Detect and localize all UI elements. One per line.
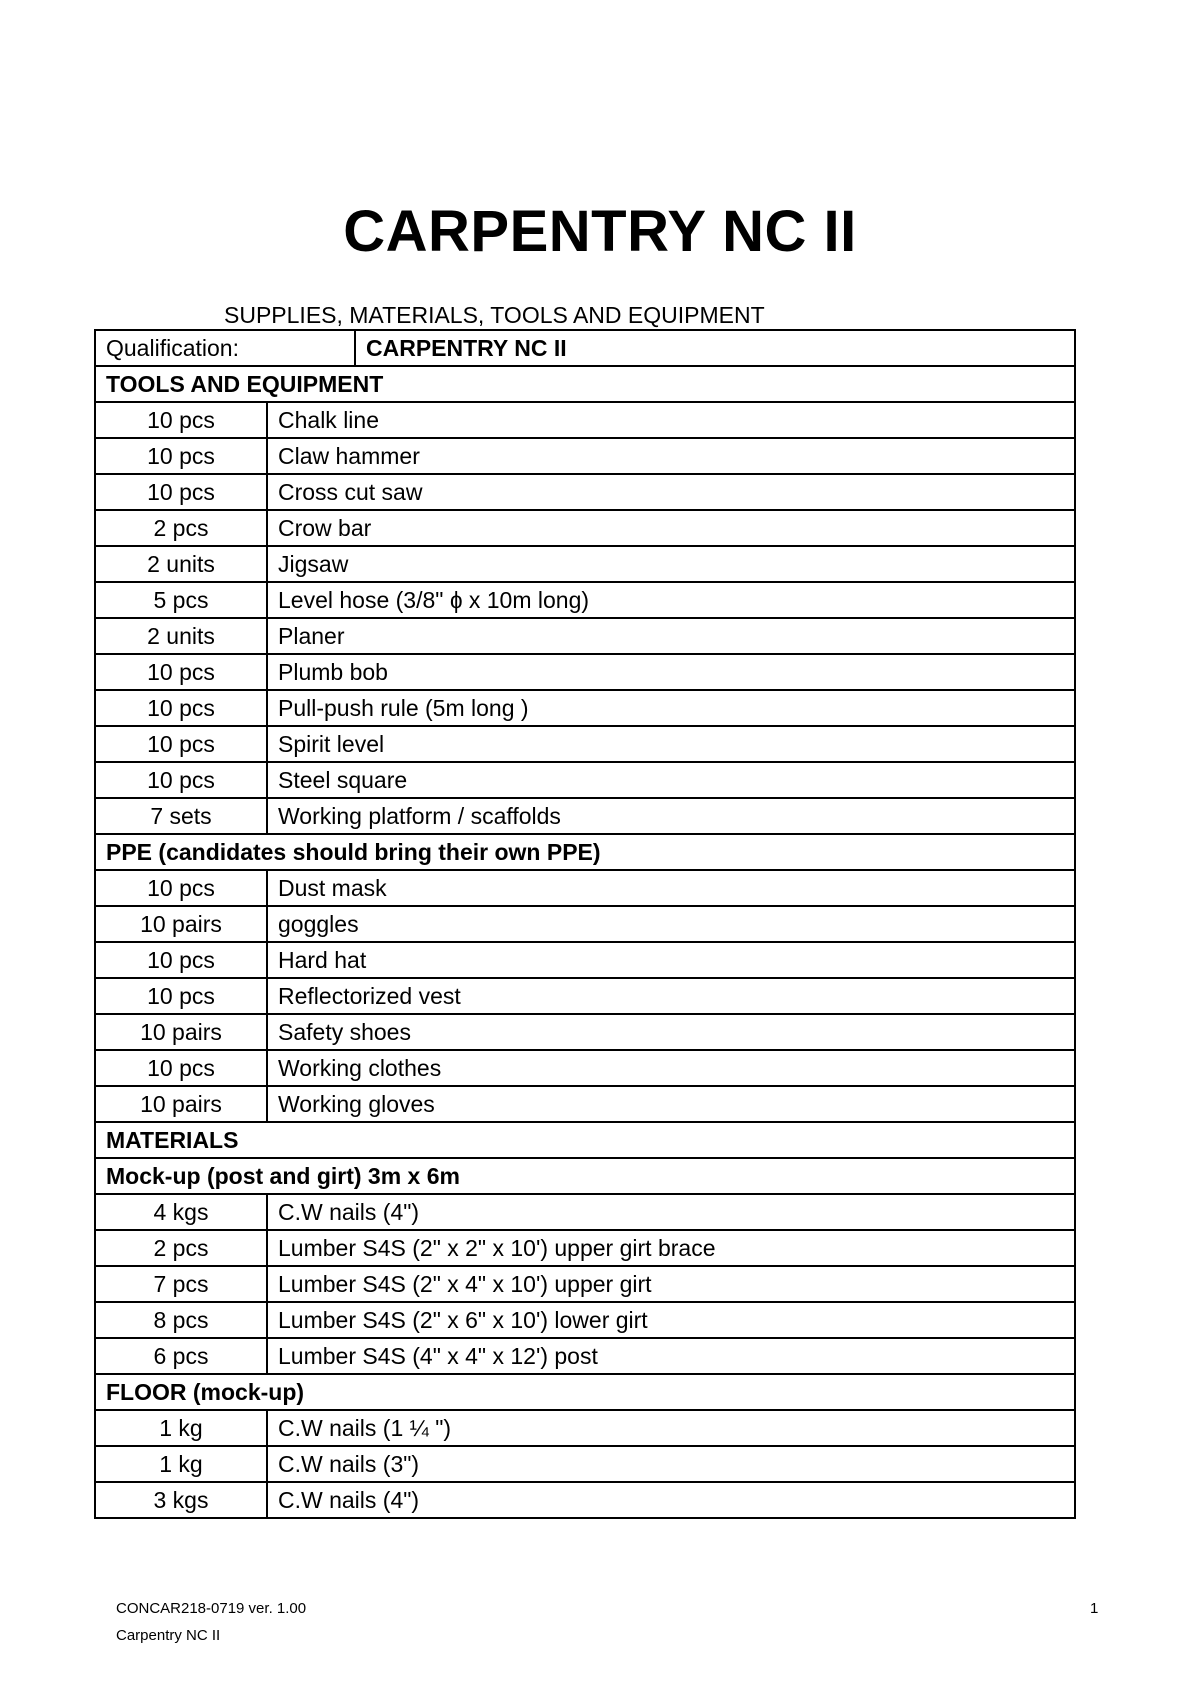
footer-page-number: 1	[1090, 1600, 1099, 1617]
table-row	[95, 726, 1075, 762]
item-quantity: 8 pcs	[95, 1302, 267, 1338]
item-description: Plumb bob	[267, 654, 1075, 690]
item-description: Lumber S4S (2" x 4" x 10') upper girt	[267, 1266, 1075, 1302]
item-quantity: 10 pairs	[95, 1014, 267, 1050]
table-row	[95, 654, 1075, 690]
item-quantity: 7 pcs	[95, 1266, 267, 1302]
table-row	[95, 870, 1075, 906]
table-row	[95, 978, 1075, 1014]
item-description: C.W nails (4")	[267, 1194, 1075, 1230]
item-quantity: 2 pcs	[95, 510, 267, 546]
item-quantity: 10 pairs	[95, 1086, 267, 1122]
item-quantity: 10 pcs	[95, 1050, 267, 1086]
item-description: Dust mask	[267, 870, 1075, 906]
item-description: Planer	[267, 618, 1075, 654]
section-heading: FLOOR (mock-up)	[95, 1374, 1075, 1410]
table-row	[95, 1050, 1075, 1086]
item-description: Working gloves	[267, 1086, 1075, 1122]
section-heading-row	[95, 1374, 1075, 1410]
page-subtitle: SUPPLIES, MATERIALS, TOOLS AND EQUIPMENT	[224, 302, 765, 328]
item-description: C.W nails (3")	[267, 1446, 1075, 1482]
table-row	[95, 1410, 1075, 1446]
table-row	[95, 1338, 1075, 1374]
item-quantity: 1 kg	[95, 1446, 267, 1482]
section-heading-row	[95, 1158, 1075, 1194]
supplies-table	[94, 329, 1076, 1519]
table-row	[95, 1014, 1075, 1050]
item-quantity: 10 pairs	[95, 906, 267, 942]
qualification-value: CARPENTRY NC II	[355, 330, 1075, 366]
item-quantity: 10 pcs	[95, 690, 267, 726]
item-quantity: 10 pcs	[95, 726, 267, 762]
item-quantity: 7 sets	[95, 798, 267, 834]
table-row	[95, 1086, 1075, 1122]
qualification-label: Qualification:	[95, 330, 355, 366]
table-row	[95, 546, 1075, 582]
item-quantity: 10 pcs	[95, 474, 267, 510]
table-row	[95, 1482, 1075, 1518]
item-description: Lumber S4S (2" x 6" x 10') lower girt	[267, 1302, 1075, 1338]
item-quantity: 10 pcs	[95, 762, 267, 798]
footer-doc-code: CONCAR218-0719 ver. 1.00	[116, 1600, 307, 1617]
item-description: Reflectorized vest	[267, 978, 1075, 1014]
item-description: C.W nails (4")	[267, 1482, 1075, 1518]
item-quantity: 10 pcs	[95, 402, 267, 438]
footer-doc-name: Carpentry NC II	[116, 1627, 221, 1644]
item-quantity: 5 pcs	[95, 582, 267, 618]
table-row	[95, 582, 1075, 618]
section-heading: PPE (candidates should bring their own PPE)	[95, 834, 1075, 870]
table-row	[95, 762, 1075, 798]
item-description: Safety shoes	[267, 1014, 1075, 1050]
item-description: Claw hammer	[267, 438, 1075, 474]
table-row	[95, 906, 1075, 942]
item-description: Working platform / scaffolds	[267, 798, 1075, 834]
table-row	[95, 1194, 1075, 1230]
table-row	[95, 690, 1075, 726]
item-quantity: 2 units	[95, 546, 267, 582]
table-row	[95, 438, 1075, 474]
supplies-table-body	[95, 330, 1075, 1518]
item-quantity: 2 units	[95, 618, 267, 654]
item-quantity: 6 pcs	[95, 1338, 267, 1374]
item-quantity: 4 kgs	[95, 1194, 267, 1230]
item-quantity: 1 kg	[95, 1410, 267, 1446]
item-description: Jigsaw	[267, 546, 1075, 582]
item-quantity: 10 pcs	[95, 870, 267, 906]
item-quantity: 10 pcs	[95, 654, 267, 690]
item-description: Crow bar	[267, 510, 1075, 546]
section-heading-row	[95, 834, 1075, 870]
table-row	[95, 510, 1075, 546]
item-description: Lumber S4S (4" x 4" x 12') post	[267, 1338, 1075, 1374]
item-quantity: 10 pcs	[95, 438, 267, 474]
item-quantity: 10 pcs	[95, 942, 267, 978]
section-heading: TOOLS AND EQUIPMENT	[95, 366, 1075, 402]
item-description: Chalk line	[267, 402, 1075, 438]
item-description: Lumber S4S (2" x 2" x 10') upper girt brace	[267, 1230, 1075, 1266]
item-description: Spirit level	[267, 726, 1075, 762]
item-description: Hard hat	[267, 942, 1075, 978]
table-row	[95, 798, 1075, 834]
qualification-row	[95, 330, 1075, 366]
item-description: goggles	[267, 906, 1075, 942]
item-quantity: 2 pcs	[95, 1230, 267, 1266]
section-heading-row	[95, 366, 1075, 402]
item-description: Pull-push rule (5m long )	[267, 690, 1075, 726]
item-description: Working clothes	[267, 1050, 1075, 1086]
item-quantity: 10 pcs	[95, 978, 267, 1014]
item-description: Cross cut saw	[267, 474, 1075, 510]
table-row	[95, 618, 1075, 654]
table-row	[95, 1266, 1075, 1302]
item-quantity: 3 kgs	[95, 1482, 267, 1518]
table-row	[95, 942, 1075, 978]
table-row	[95, 474, 1075, 510]
item-description: Steel square	[267, 762, 1075, 798]
page-title: CARPENTRY NC II	[343, 199, 857, 264]
item-description: Level hose (3/8" ɸ x 10m long)	[267, 582, 1075, 618]
table-row	[95, 1230, 1075, 1266]
table-row	[95, 1446, 1075, 1482]
item-description: C.W nails (1 ¼ ")	[267, 1410, 1075, 1446]
section-heading: Mock-up (post and girt) 3m x 6m	[95, 1158, 1075, 1194]
section-heading-row	[95, 1122, 1075, 1158]
table-row	[95, 402, 1075, 438]
section-heading: MATERIALS	[95, 1122, 1075, 1158]
table-row	[95, 1302, 1075, 1338]
